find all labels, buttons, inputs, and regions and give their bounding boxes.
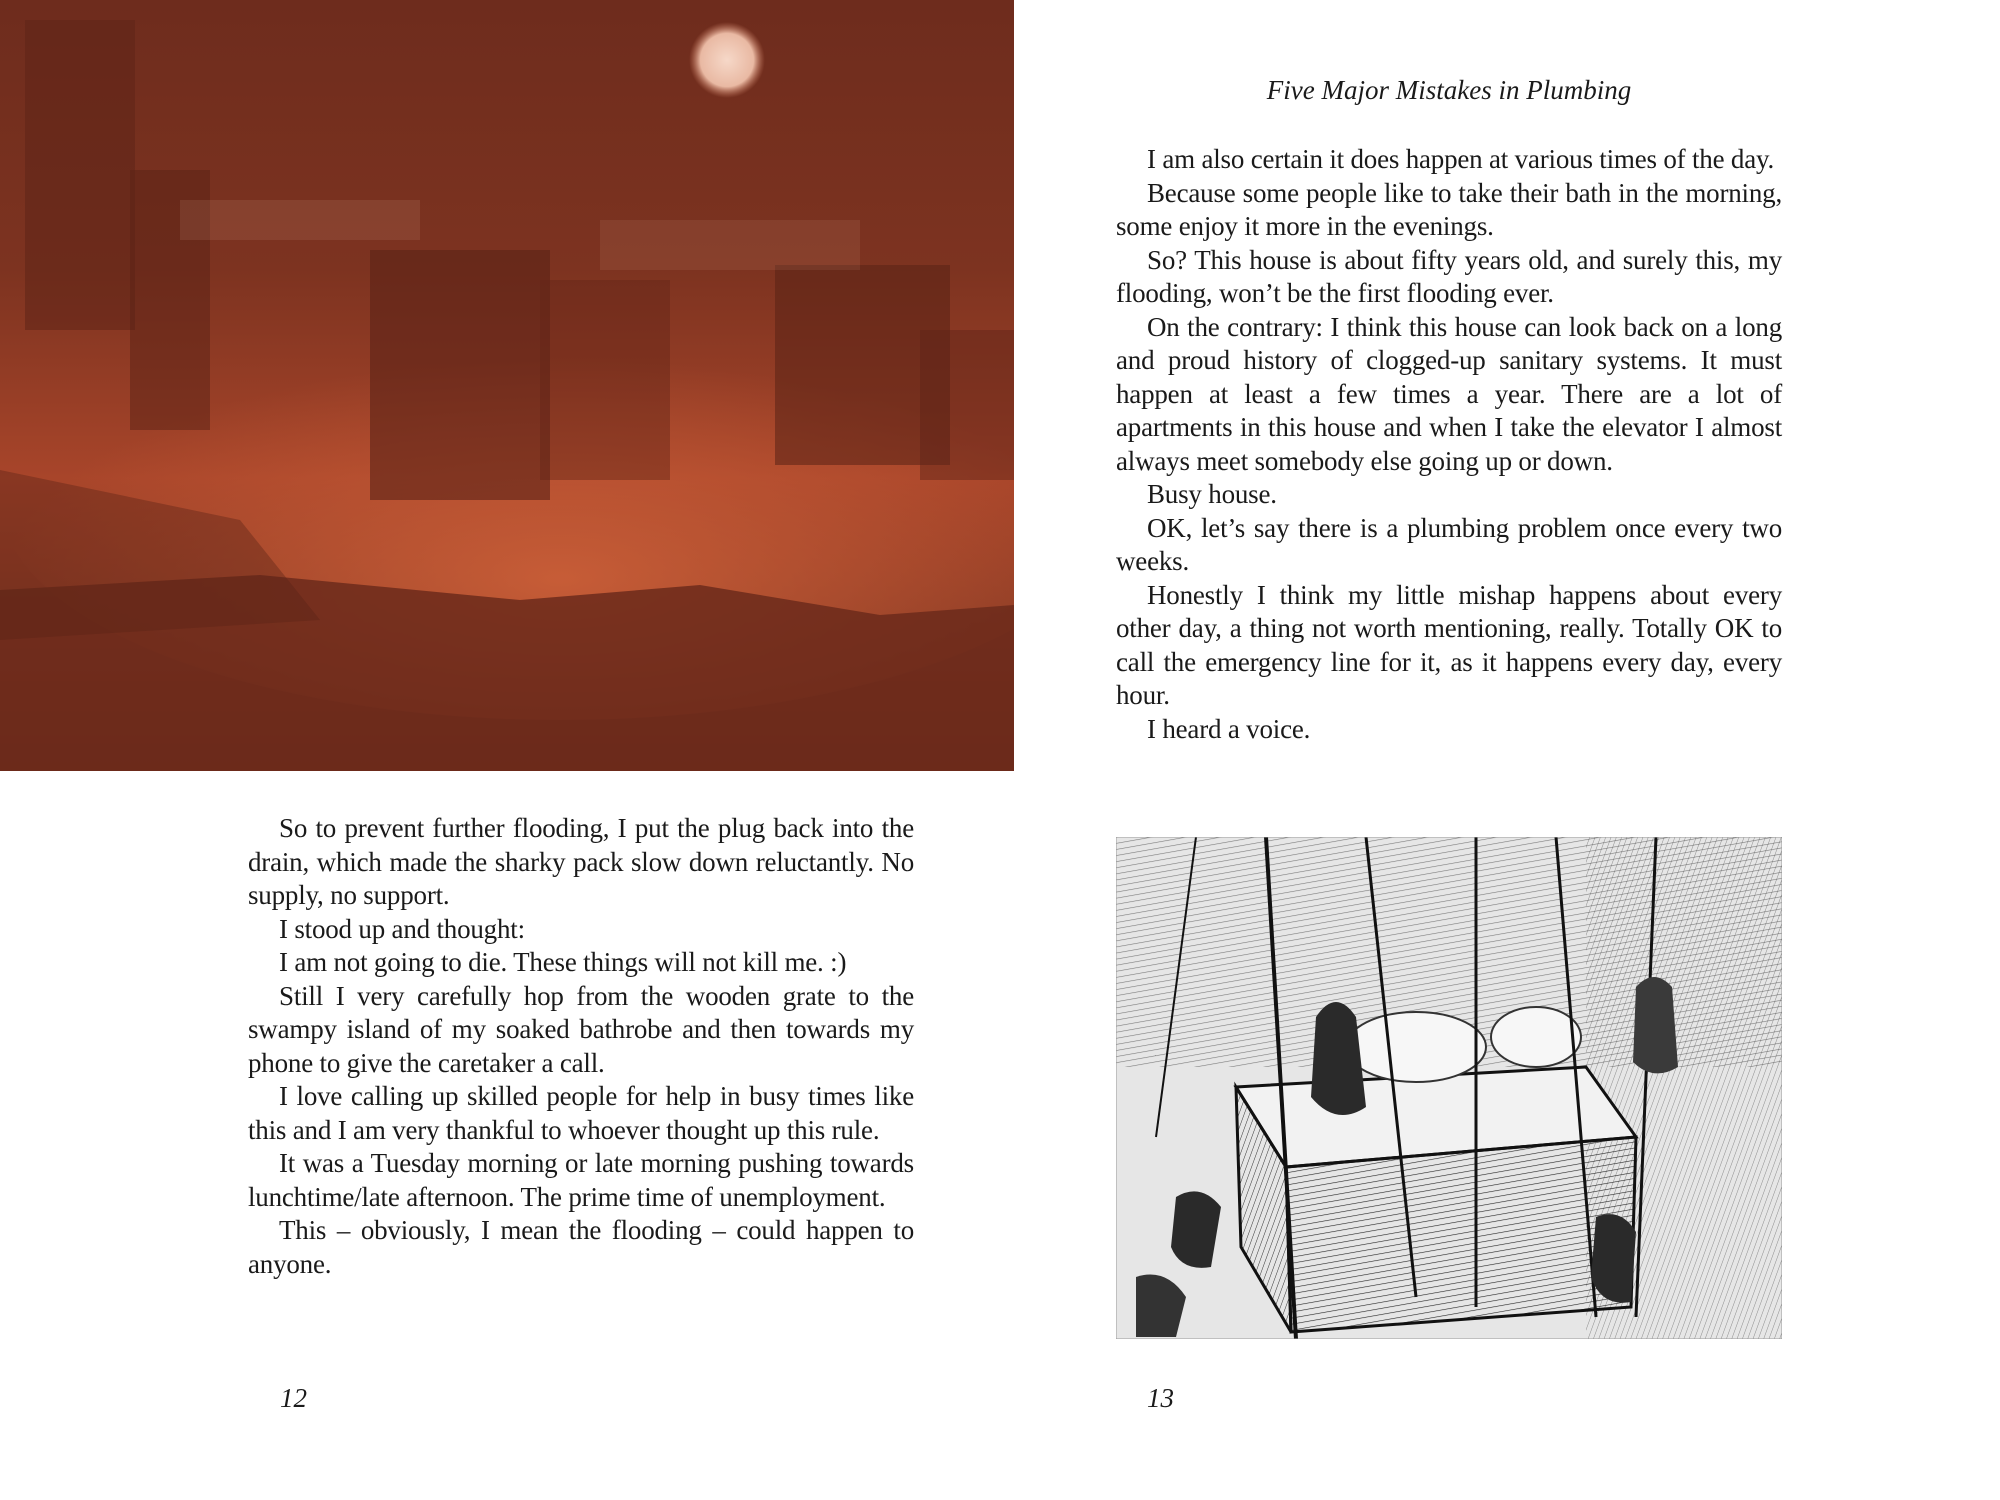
page-number-right: 13 xyxy=(1147,1383,1174,1413)
left-paragraph-3: I am not going to die. These things will not kill me. :) xyxy=(279,947,847,977)
right-paragraph-4: On the contrary: I think this house can look back on a long and proud history of clogged-up sanitary systems. It must happen at least a few times a year. There are a lot of apartments in this house and when I take the elevator I almost always meet somebody else going up or down. xyxy=(1116,311,1782,476)
right-paragraph-6: OK, let’s say there is a plumbing problem once every two weeks. xyxy=(1116,512,1782,576)
right-paragraph-3: So? This house is about fifty years old, and surely this, my flooding, won’t be the first flooding ever. xyxy=(1116,244,1782,308)
painting-canvas xyxy=(0,0,1014,771)
left-paragraph-7: This – obviously, I mean the flooding – could happen to anyone. xyxy=(248,1215,914,1279)
right-paragraph-2: Because some people like to take their bath in the morning, some enjoy it more in the evenings. xyxy=(1116,177,1782,241)
reddish-painting-illustration xyxy=(0,0,1014,771)
right-page-body-text xyxy=(1116,143,1782,746)
left-paragraph-1: So to prevent further flooding, I put the plug back into the drain, which made the sharky pack slow down reluctantly. No supply, no support. xyxy=(248,813,914,910)
ink-drawing-illustration xyxy=(1116,837,1782,1339)
left-paragraph-6: It was a Tuesday morning or late morning pushing towards lunchtime/late afternoon. The prime time of unemployment. xyxy=(248,1148,914,1212)
right-paragraph-7: Honestly I think my little mishap happens about every other day, a thing not worth mentioning, really. Totally OK to call the emergency line for it, as it happens every day, every hour. xyxy=(1116,579,1782,710)
left-paragraph-5: I love calling up skilled people for help in busy times like this and I am very thankful to whoever thought up this rule. xyxy=(248,1081,914,1145)
left-paragraph-2: I stood up and thought: xyxy=(279,913,525,944)
left-page-body-text xyxy=(248,812,914,1281)
page-number-left: 12 xyxy=(280,1383,307,1413)
right-paragraph-5: Busy house. xyxy=(1147,479,1277,509)
drawing-canvas xyxy=(1116,837,1782,1339)
right-paragraph-8: I heard a voice. xyxy=(1147,713,1311,744)
running-head-title: Five Major Mistakes in Plumbing xyxy=(1266,75,1632,105)
right-paragraph-1: I am also certain it does happen at various times of the day. xyxy=(1147,144,1775,174)
left-paragraph-4: Still I very carefully hop from the wooden grate to the swampy island of my soaked bathrobe and then towards my phone to give the caretaker a call. xyxy=(248,980,914,1078)
moon-shape xyxy=(689,22,765,98)
